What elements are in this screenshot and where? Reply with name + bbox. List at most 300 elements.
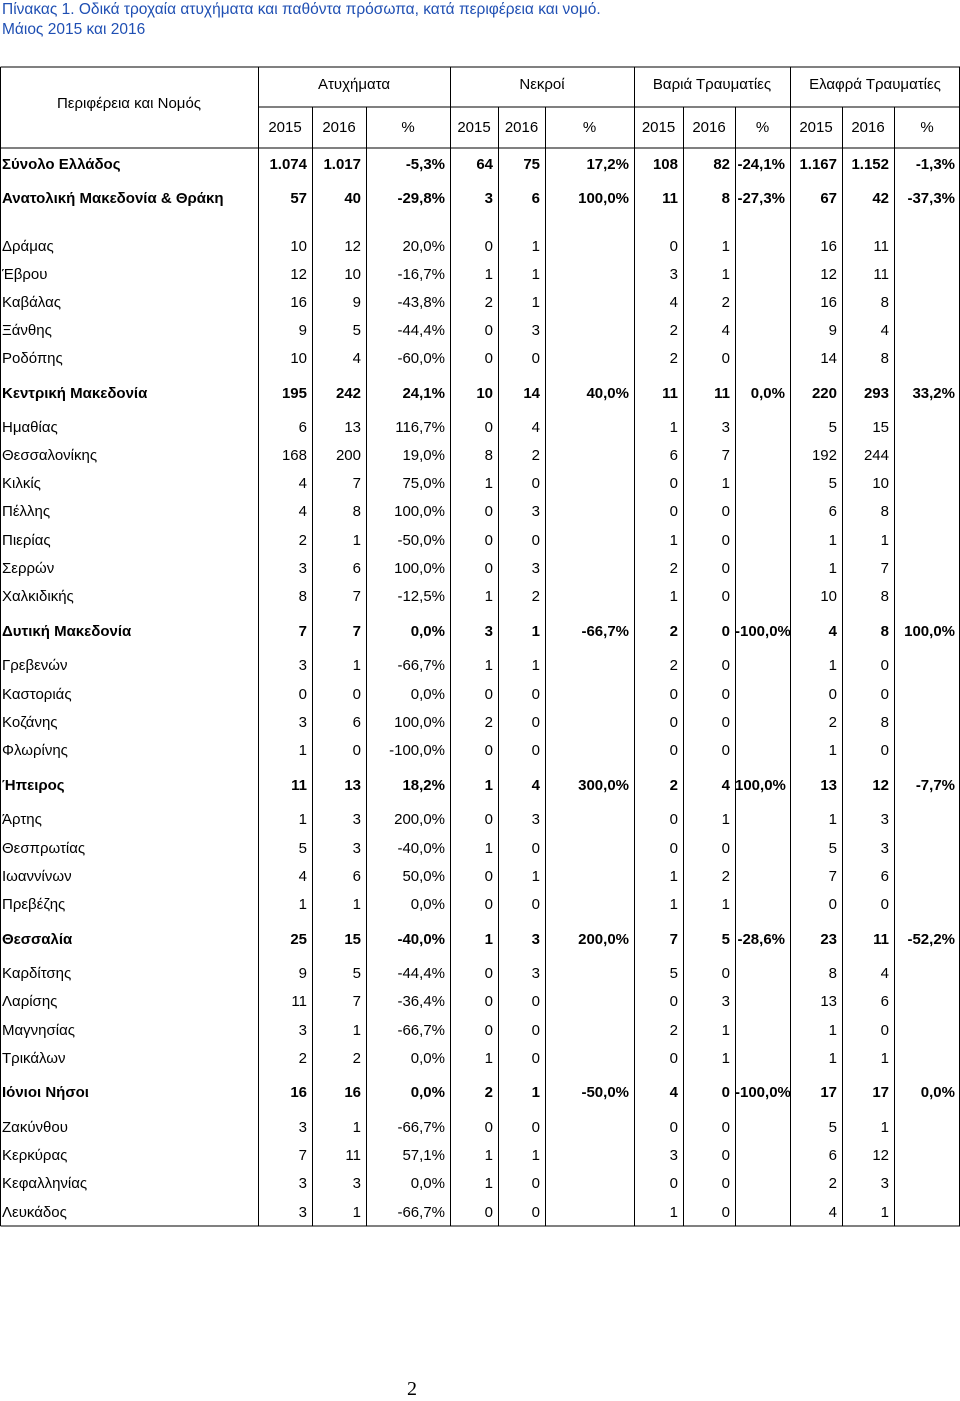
table-cell: -36,4% bbox=[397, 993, 445, 1010]
table-cell: 2 bbox=[298, 532, 307, 549]
table-cell: 1 bbox=[828, 1022, 837, 1039]
table-cell: 6 bbox=[828, 1147, 837, 1164]
table-cell: 1 bbox=[880, 532, 889, 549]
prefecture-name: Πιερίας bbox=[2, 532, 51, 549]
prefecture-name: Γρεβενών bbox=[2, 657, 68, 674]
table-cell: 2 bbox=[531, 447, 540, 464]
region-name: Δυτική Μακεδονία bbox=[2, 623, 132, 640]
table-cell: 3 bbox=[531, 931, 540, 948]
table-cell: 8 bbox=[828, 965, 837, 982]
prefecture-name: Καστοριάς bbox=[2, 686, 72, 703]
table-cell: 300,0% bbox=[578, 777, 629, 794]
table-cell: 0 bbox=[484, 1204, 493, 1221]
table-cell: 3 bbox=[721, 419, 730, 436]
table-cell: 2 bbox=[352, 1050, 361, 1067]
table-cell: 3 bbox=[531, 811, 540, 828]
table-cell: 1 bbox=[531, 1147, 540, 1164]
table-cell: 10 bbox=[820, 588, 837, 605]
prefecture-name: Πέλλης bbox=[2, 503, 51, 520]
table-cell: -24,1% bbox=[737, 156, 785, 173]
table-cell: 9 bbox=[352, 294, 361, 311]
table-cell: 0 bbox=[721, 532, 730, 549]
table-cell: 1 bbox=[828, 742, 837, 759]
header-sub-10: 2016 bbox=[851, 119, 885, 136]
table-cell: 7 bbox=[352, 993, 361, 1010]
table-cell: 0 bbox=[531, 896, 540, 913]
table-cell: 1 bbox=[669, 532, 678, 549]
table-cell: 23 bbox=[820, 931, 837, 948]
table-cell: 0 bbox=[721, 560, 730, 577]
table-cell: 0 bbox=[531, 532, 540, 549]
table-cell: 0 bbox=[721, 1204, 730, 1221]
table-cell: 0 bbox=[669, 1175, 678, 1192]
table-cell: 0 bbox=[880, 686, 889, 703]
table-cell: -1,3% bbox=[915, 156, 955, 173]
table-cell: 0 bbox=[669, 238, 678, 255]
prefecture-name: Φλωρίνης bbox=[2, 742, 68, 759]
table-cell: 6 bbox=[669, 447, 678, 464]
table-cell: 3 bbox=[352, 811, 361, 828]
prefecture-name: Κερκύρας bbox=[2, 1147, 68, 1164]
table-cell: 1 bbox=[721, 896, 730, 913]
table-cell: 4 bbox=[880, 965, 889, 982]
table-cell: 4 bbox=[669, 1084, 678, 1101]
table-cell: 1 bbox=[721, 475, 730, 492]
region-name: Κεντρική Μακεδονία bbox=[2, 385, 148, 402]
table-cell: 7 bbox=[880, 560, 889, 577]
table-cell: 168 bbox=[281, 447, 307, 464]
table-cell: 7 bbox=[352, 623, 361, 640]
table-cell: 2 bbox=[721, 294, 730, 311]
table-cell: 4 bbox=[298, 503, 307, 520]
table-cell: 1 bbox=[721, 1050, 730, 1067]
table-cell: 293 bbox=[863, 385, 889, 402]
table-cell: 8 bbox=[352, 503, 361, 520]
table-cell: 4 bbox=[352, 350, 361, 367]
table-cell: 0 bbox=[669, 993, 678, 1010]
table-cell: 1 bbox=[531, 266, 540, 283]
prefecture-name: Ημαθίας bbox=[2, 419, 58, 436]
table-cell: 7 bbox=[298, 623, 307, 640]
region-name: Σύνολο Ελλάδος bbox=[2, 156, 121, 173]
table-cell: 0 bbox=[669, 686, 678, 703]
table-cell: 24,1% bbox=[402, 385, 445, 402]
table-cell: 11 bbox=[873, 238, 889, 255]
table-cell: 0 bbox=[531, 1119, 540, 1136]
table-cell: 100,0% bbox=[394, 503, 445, 520]
table-cell: 3 bbox=[484, 190, 493, 207]
table-cell: 0 bbox=[669, 714, 678, 731]
table-cell: 1 bbox=[298, 811, 307, 828]
prefecture-name: Ζακύνθου bbox=[2, 1119, 68, 1136]
table-cell: -66,7% bbox=[397, 1119, 445, 1136]
prefecture-name: Κιλκίς bbox=[2, 475, 41, 492]
table-cell: 1 bbox=[880, 1050, 889, 1067]
table-cell: 0 bbox=[531, 993, 540, 1010]
prefecture-name: Χαλκιδικής bbox=[2, 588, 74, 605]
table-cell: 3 bbox=[531, 322, 540, 339]
prefecture-name: Άρτης bbox=[2, 811, 42, 828]
table-cell: 7 bbox=[298, 1147, 307, 1164]
table-cell: 0 bbox=[484, 1022, 493, 1039]
header-sub-5: % bbox=[582, 119, 597, 136]
table-cell: 4 bbox=[298, 868, 307, 885]
table-cell: 1.017 bbox=[323, 156, 361, 173]
table-cell: 7 bbox=[352, 588, 361, 605]
table-cell: 200 bbox=[335, 447, 361, 464]
table-cell: 1 bbox=[531, 657, 540, 674]
table-cell: 0 bbox=[531, 714, 540, 731]
table-cell: 0 bbox=[669, 1050, 678, 1067]
table-cell: 6 bbox=[352, 868, 361, 885]
table-cell: 3 bbox=[669, 266, 678, 283]
table-cell: -66,7% bbox=[397, 1204, 445, 1221]
table-cell: 13 bbox=[344, 419, 361, 436]
table-cell: 3 bbox=[352, 1175, 361, 1192]
table-cell: 0 bbox=[721, 840, 730, 857]
table-cell: 1.167 bbox=[799, 156, 837, 173]
table-cell: 1 bbox=[828, 532, 837, 549]
table-cell: 75,0% bbox=[402, 475, 445, 492]
table-cell: 2 bbox=[484, 1084, 493, 1101]
table-cell: 4 bbox=[721, 777, 730, 794]
table-cell: -100,0% bbox=[735, 623, 791, 640]
table-cell: 3 bbox=[298, 1175, 307, 1192]
table-cell: -60,0% bbox=[397, 350, 445, 367]
table-cell: 0 bbox=[484, 993, 493, 1010]
prefecture-name: Ιωαννίνων bbox=[2, 868, 72, 885]
table-cell: 1 bbox=[669, 896, 678, 913]
table-cell: 2 bbox=[531, 588, 540, 605]
table-cell: 13 bbox=[820, 777, 837, 794]
page-number: 2 bbox=[407, 1378, 417, 1400]
header-group-0: Ατυχήματα bbox=[317, 76, 391, 93]
table-cell: 1 bbox=[721, 1022, 730, 1039]
table-cell: 3 bbox=[880, 811, 889, 828]
table-cell: 16 bbox=[344, 1084, 361, 1101]
table-cell: 13 bbox=[344, 777, 361, 794]
header-group-2: Βαριά Τραυματίες bbox=[652, 76, 772, 93]
table-cell: 12 bbox=[872, 777, 889, 794]
table-cell: 5 bbox=[828, 475, 837, 492]
table-cell: 100,0% bbox=[578, 190, 629, 207]
header-sub-11: % bbox=[920, 119, 934, 136]
table-cell: 11 bbox=[291, 993, 307, 1010]
table-cell: 0 bbox=[669, 475, 678, 492]
table-cell: 4 bbox=[721, 322, 730, 339]
table-cell: 2 bbox=[484, 294, 493, 311]
table-cell: 7 bbox=[352, 475, 361, 492]
table-cell: 3 bbox=[531, 965, 540, 982]
table-cell: 1 bbox=[352, 657, 361, 674]
prefecture-name: Κοζάνης bbox=[2, 714, 58, 731]
table-cell: -16,7% bbox=[397, 266, 445, 283]
table-cell: 1 bbox=[484, 475, 493, 492]
table-cell: 0,0% bbox=[410, 1175, 445, 1192]
header-group-1: Νεκροί bbox=[519, 76, 565, 93]
header-sub-4: 2016 bbox=[504, 119, 539, 136]
table-cell: 17 bbox=[872, 1084, 889, 1101]
table-cell: 0 bbox=[298, 686, 307, 703]
table-cell: 4 bbox=[531, 777, 540, 794]
table-cell: -50,0% bbox=[581, 1084, 629, 1101]
table-cell: 1 bbox=[298, 742, 307, 759]
table-cell: 3 bbox=[880, 1175, 889, 1192]
table-cell: 3 bbox=[298, 1204, 307, 1221]
table-cell: 42 bbox=[872, 190, 889, 207]
table-cell: -43,8% bbox=[397, 294, 445, 311]
table-cell: 0 bbox=[352, 686, 361, 703]
table-cell: 9 bbox=[828, 322, 837, 339]
table-cell: 0,0% bbox=[920, 1084, 955, 1101]
table-cell: 0 bbox=[531, 1204, 540, 1221]
table-cell: 116,7% bbox=[395, 419, 445, 436]
table-cell: -66,7% bbox=[581, 623, 629, 640]
table-cell: 33,2% bbox=[912, 385, 955, 402]
table-cell: 11 bbox=[873, 931, 889, 948]
table-cell: 100,0% bbox=[735, 777, 786, 794]
table-cell: 0 bbox=[880, 742, 889, 759]
table-cell: 0 bbox=[828, 686, 837, 703]
prefecture-name: Δράμας bbox=[2, 238, 54, 255]
table-cell: 9 bbox=[298, 965, 307, 982]
table-cell: 2 bbox=[721, 868, 730, 885]
table-cell: -29,8% bbox=[397, 190, 445, 207]
table-cell: 1 bbox=[352, 1119, 361, 1136]
table-cell: 3 bbox=[484, 623, 493, 640]
table-cell: 8 bbox=[880, 714, 889, 731]
table-cell: 1 bbox=[531, 1084, 540, 1101]
table-cell: 0,0% bbox=[410, 623, 445, 640]
table-cell: -100,0% bbox=[735, 1084, 791, 1101]
table-cell: 8 bbox=[880, 588, 889, 605]
table-cell: 1 bbox=[669, 1204, 678, 1221]
table-cell: 12 bbox=[344, 238, 361, 255]
table-cell: 16 bbox=[290, 1084, 307, 1101]
table-cell: -52,2% bbox=[907, 931, 955, 948]
table-cell: 0 bbox=[484, 503, 493, 520]
table-cell: 0 bbox=[531, 1022, 540, 1039]
table-cell: 4 bbox=[828, 623, 837, 640]
table-cell: 0 bbox=[721, 742, 730, 759]
table-cell: 3 bbox=[352, 840, 361, 857]
table-cell: 100,0% bbox=[394, 714, 445, 731]
table-cell: 1 bbox=[352, 1022, 361, 1039]
table-cell: 1 bbox=[721, 811, 730, 828]
table-cell: 10 bbox=[290, 238, 307, 255]
table-cell: 3 bbox=[298, 560, 307, 577]
table-cell: 0 bbox=[484, 532, 493, 549]
table-cell: 20,0% bbox=[402, 238, 445, 255]
table-cell: 2 bbox=[828, 1175, 837, 1192]
prefecture-name: Καρδίτσης bbox=[2, 965, 72, 982]
table-cell: 2 bbox=[669, 657, 678, 674]
table-cell: 57 bbox=[290, 190, 307, 207]
table-cell: 67 bbox=[820, 190, 837, 207]
header-sub-9: 2015 bbox=[799, 119, 833, 136]
table-cell: -50,0% bbox=[397, 532, 445, 549]
table-cell: 14 bbox=[523, 385, 540, 402]
table-cell: 0 bbox=[721, 686, 730, 703]
header-sub-6: 2015 bbox=[641, 119, 676, 136]
table-cell: 0 bbox=[484, 811, 493, 828]
table-cell: 0,0% bbox=[410, 1084, 445, 1101]
table-cell: 0 bbox=[880, 1022, 889, 1039]
table-cell: 0 bbox=[484, 322, 493, 339]
table-cell: 1 bbox=[484, 931, 493, 948]
table-cell: 5 bbox=[352, 322, 361, 339]
table-cell: 0 bbox=[880, 657, 889, 674]
table-cell: 7 bbox=[669, 931, 678, 948]
table-cell: -44,4% bbox=[397, 322, 445, 339]
table-cell: 14 bbox=[820, 350, 837, 367]
table-cell: 3 bbox=[298, 657, 307, 674]
table-cell: 100,0% bbox=[394, 560, 445, 577]
table-cell: 25 bbox=[290, 931, 307, 948]
table-cell: 3 bbox=[880, 840, 889, 857]
table-cell: 0 bbox=[828, 896, 837, 913]
table-cell: 1 bbox=[669, 868, 678, 885]
table-cell: 8 bbox=[880, 294, 889, 311]
table-cell: 4 bbox=[298, 475, 307, 492]
table-cell: 40,0% bbox=[586, 385, 629, 402]
table-cell: 57,1% bbox=[402, 1147, 445, 1164]
table-cell: 7 bbox=[721, 447, 730, 464]
table-cell: 6 bbox=[531, 190, 540, 207]
table-cell: 0 bbox=[721, 657, 730, 674]
table-cell: 0 bbox=[669, 840, 678, 857]
table-cell: 15 bbox=[872, 419, 889, 436]
table-cell: 2 bbox=[828, 714, 837, 731]
table-cell: 3 bbox=[298, 714, 307, 731]
table-cell: 0 bbox=[484, 742, 493, 759]
prefecture-name: Κεφαλληνίας bbox=[2, 1175, 88, 1192]
table-cell: 40 bbox=[344, 190, 361, 207]
table-cell: 0 bbox=[531, 475, 540, 492]
prefecture-name: Καβάλας bbox=[2, 294, 61, 311]
table-cell: 1 bbox=[531, 294, 540, 311]
table-cell: 16 bbox=[820, 294, 837, 311]
table-cell: 1 bbox=[298, 896, 307, 913]
table-cell: 10 bbox=[290, 350, 307, 367]
header-region-label: Περιφέρεια και Νομός bbox=[56, 95, 202, 112]
table-cell: 108 bbox=[652, 156, 678, 173]
table-cell: 0 bbox=[721, 1147, 730, 1164]
region-name: Θεσσαλία bbox=[2, 931, 73, 948]
table-cell: 5 bbox=[828, 1119, 837, 1136]
table-cell: 1 bbox=[531, 868, 540, 885]
table-cell: 0 bbox=[531, 686, 540, 703]
table-caption bbox=[2, 0, 601, 40]
table-cell: 1 bbox=[880, 1204, 889, 1221]
table-cell: 6 bbox=[880, 868, 889, 885]
table-cell: 2 bbox=[669, 322, 678, 339]
table-cell: 1 bbox=[484, 1147, 493, 1164]
table-cell: -28,6% bbox=[737, 931, 785, 948]
header-sub-7: 2016 bbox=[692, 119, 726, 136]
table-cell: 2 bbox=[669, 1022, 678, 1039]
table-cell: 17,2% bbox=[586, 156, 629, 173]
table-cell: 0 bbox=[484, 965, 493, 982]
region-name: Ιόνιοι Νήσοι bbox=[2, 1084, 89, 1101]
table-cell: 64 bbox=[476, 156, 493, 173]
table-cell: 0 bbox=[721, 503, 730, 520]
table-cell: 0 bbox=[352, 742, 361, 759]
table-cell: 11 bbox=[873, 266, 889, 283]
table-cell: -66,7% bbox=[397, 657, 445, 674]
table-cell: 11 bbox=[662, 385, 678, 402]
table-cell: 11 bbox=[714, 385, 730, 402]
table-cell: 0 bbox=[531, 742, 540, 759]
table-cell: 200,0% bbox=[394, 811, 445, 828]
table-cell: 11 bbox=[291, 777, 307, 794]
header-sub-3: 2015 bbox=[457, 119, 491, 136]
table-cell: 200,0% bbox=[578, 931, 629, 948]
table-cell: 0 bbox=[880, 896, 889, 913]
table-cell: 0 bbox=[669, 503, 678, 520]
table-cell: 3 bbox=[721, 993, 730, 1010]
table-cell: 3 bbox=[531, 560, 540, 577]
table-cell: 1 bbox=[828, 811, 837, 828]
table-cell: 5 bbox=[669, 965, 678, 982]
prefecture-name: Σερρών bbox=[2, 560, 55, 577]
table-cell: 5 bbox=[721, 931, 730, 948]
table-cell: 0 bbox=[484, 419, 493, 436]
table-cell: 1 bbox=[484, 266, 493, 283]
table-cell: -100,0% bbox=[389, 742, 445, 759]
table-cell: 1 bbox=[828, 1050, 837, 1067]
table-cell: 8 bbox=[880, 623, 889, 640]
header-sub-1: 2016 bbox=[322, 119, 356, 136]
table-cell: 1 bbox=[484, 1175, 493, 1192]
table-cell: 10 bbox=[872, 475, 889, 492]
table-cell: 1.074 bbox=[269, 156, 307, 173]
table-cell: 11 bbox=[345, 1147, 361, 1164]
prefecture-name: Θεσσαλονίκης bbox=[2, 447, 98, 464]
prefecture-name: Τρικάλων bbox=[2, 1050, 66, 1067]
table-cell: 0 bbox=[669, 742, 678, 759]
table-cell: 1 bbox=[669, 419, 678, 436]
table-cell: 4 bbox=[880, 322, 889, 339]
table-cell: 5 bbox=[828, 840, 837, 857]
table-cell: 6 bbox=[352, 714, 361, 731]
table-cell: 2 bbox=[669, 777, 678, 794]
table-cell: 2 bbox=[669, 560, 678, 577]
prefecture-name: Λευκάδος bbox=[2, 1204, 67, 1221]
table-cell: 7 bbox=[828, 868, 837, 885]
table-cell: 1 bbox=[880, 1119, 889, 1136]
table-cell: 10 bbox=[344, 266, 361, 283]
table-cell: 8 bbox=[880, 350, 889, 367]
table-cell: 8 bbox=[721, 190, 730, 207]
table-cell: -66,7% bbox=[397, 1022, 445, 1039]
table-cell: 1 bbox=[484, 657, 493, 674]
prefecture-name: Μαγνησίας bbox=[2, 1022, 76, 1039]
prefecture-name: Έβρου bbox=[2, 266, 48, 283]
caption-line-1: Πίνακας 1. Οδικά τροχαία ατυχήματα και παθόντα πρόσωπα, κατά περιφέρεια και νομό. bbox=[2, 1, 601, 18]
table-cell: 4 bbox=[531, 419, 540, 436]
table-cell: 6 bbox=[828, 503, 837, 520]
table-cell: 0 bbox=[669, 811, 678, 828]
caption-line-2: Μάιος 2015 και 2016 bbox=[2, 21, 146, 38]
table-cell: 244 bbox=[863, 447, 889, 464]
table-cell: 9 bbox=[298, 322, 307, 339]
table-cell: 0 bbox=[484, 350, 493, 367]
table-cell: 1 bbox=[352, 532, 361, 549]
table-cell: 0 bbox=[531, 1175, 540, 1192]
table-cell: 0,0% bbox=[410, 1050, 445, 1067]
table-cell: 6 bbox=[352, 560, 361, 577]
